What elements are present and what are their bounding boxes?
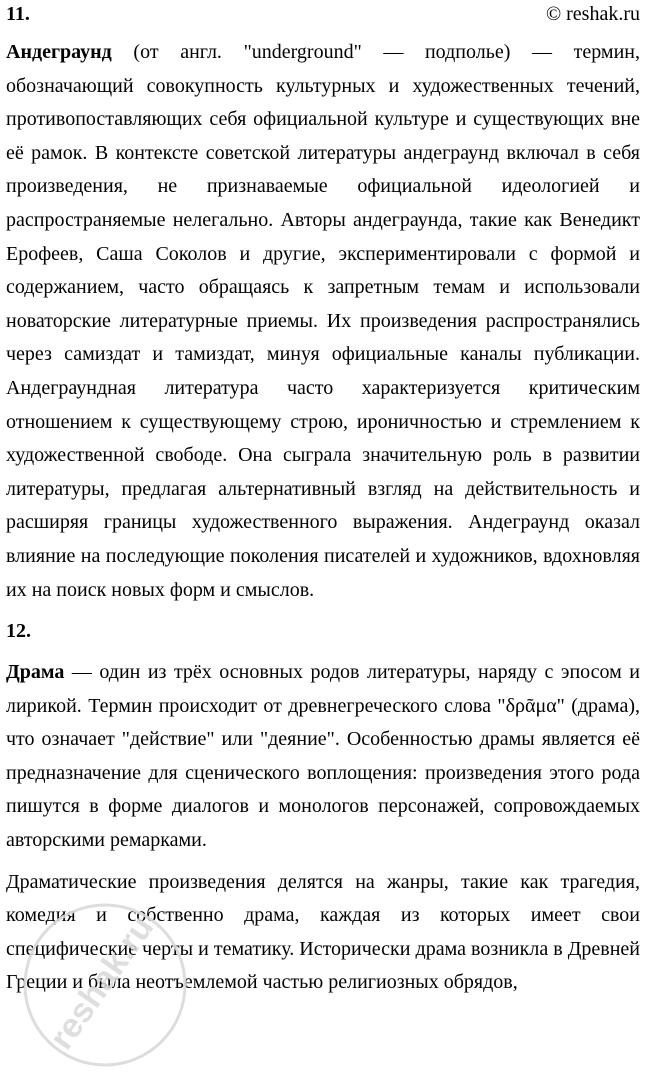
term-drama: Драма [6, 661, 65, 684]
page-header [6, 0, 640, 28]
section-12-paragraph-2: Драматические произведения делятся на жанры, такие как трагедия, комедия и собственно драма, каждая из которых имеет свои специфические черты и тематику. Исторически драма возникла в Древней Греции и была неотъемлемой частью религиозных обрядов, [6, 870, 640, 994]
section-12-paragraph-1 [6, 656, 640, 858]
watermark-text: reshak.ru [42, 909, 162, 1057]
site-brand: © reshak.ru [545, 3, 640, 25]
section-number-11: 11. [6, 3, 30, 25]
section-12-text: — один из трёх основных родов литературы, наряду с эпосом и лирикой. Термин происходит от древнегреческого слова "δρᾶμα" (драма), что означает "действие" или "деяние". Особенностью драмы является её предназначение для сценического воплощения: произведения этого рода пишутся в форме диалогов и монологов персонажей, сопровождаемых авторскими ремарками. [6, 661, 640, 852]
section-11-paragraph [6, 36, 640, 607]
section-number-12: 12. [6, 620, 31, 643]
document-page [6, 0, 640, 1000]
term-underground: Андеграунд [6, 41, 112, 63]
section-11-text: (от англ. "underground" — подполье) — термин, обозначающий совокупность культурных и художественных течений, противопоставляющих себя официальной культуре и существующих вне её рамок. В контексте советской литературы андеграунд включал в себя произведения, не признаваемые официальной идеологией и распространяемые нелегально. Авторы андеграунда, такие как Венедикт Ерофеев, Саша Соколов и другие, экспериментировали с формой и содержанием, часто обращаясь к запретным темам и использовали новаторские литературные приемы. Их произведения распространялись через самиздат и тамиздат, минуя официальные каналы публикации. Андеграундная литература часто характеризуется критическим отношением к существующему строю, ироничностью и стремлением к художественной свободе. Она сыграла значительную роль в развитии литературы, предлагая альтернативный взгляд на действительность и расширяя границы художественного выражения. Андеграунд оказал влияние на последующие поколения писателей и художников, вдохновляя их на поиск новых форм и смыслов. [6, 41, 640, 601]
